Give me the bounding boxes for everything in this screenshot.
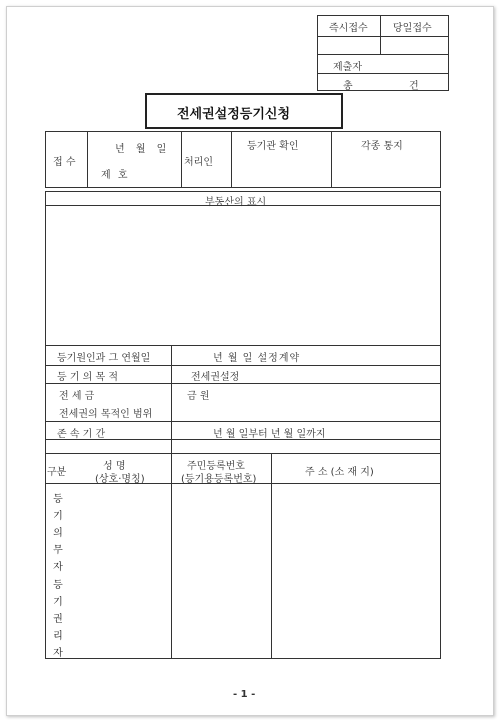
obligor-label: 등 기 의 무 자 xyxy=(53,494,63,573)
reception-number: 제 호 xyxy=(101,170,130,181)
cause-value: 년 월 일 설정계약 xyxy=(213,353,301,364)
reception-label: 접 수 xyxy=(53,157,76,168)
reception-date: 년 월 일 xyxy=(115,144,171,155)
col-id-line1: 주민등록번호 xyxy=(187,461,245,472)
page-number: - 1 - xyxy=(233,689,256,700)
notice-label: 각종 통지 xyxy=(361,141,403,152)
holder-label: 등 기 권 리 자 xyxy=(53,580,63,659)
col-name-line1: 성 명 xyxy=(103,461,126,472)
col-name-line2: (상호·명칭) xyxy=(95,474,145,485)
col-category: 구분 xyxy=(47,467,67,478)
col-id-line2: (등기용등록번호) xyxy=(181,474,257,485)
page-title: 전세권설정등기신청 xyxy=(177,107,291,122)
deposit-value: 금 원 xyxy=(187,391,210,402)
duration-label: 존 속 기 간 xyxy=(57,429,106,440)
submitter-label: 제출자 xyxy=(333,62,362,73)
scope-label: 전세권의 목적인 범위 xyxy=(59,409,153,420)
receipt-header-left: 즉시접수 xyxy=(329,23,368,34)
receipt-header-right: 당일접수 xyxy=(393,23,432,34)
property-header: 부동산의 표시 xyxy=(205,197,267,208)
deposit-label: 전 세 금 xyxy=(59,391,95,402)
total-label: 총 xyxy=(343,81,353,92)
purpose-value: 전세권설정 xyxy=(191,372,240,383)
purpose-label: 등 기 의 목 적 xyxy=(57,372,119,383)
cause-label: 등기원인과 그 연월일 xyxy=(57,353,151,364)
processor-label: 처리인 xyxy=(184,157,213,168)
count-unit: 건 xyxy=(409,81,419,92)
document-page xyxy=(6,6,494,716)
registrar-check-label: 등기관 확인 xyxy=(247,141,299,152)
duration-value: 년 월 일부터 년 월 일까지 xyxy=(213,429,326,440)
col-address: 주 소 (소 재 지) xyxy=(305,467,374,478)
